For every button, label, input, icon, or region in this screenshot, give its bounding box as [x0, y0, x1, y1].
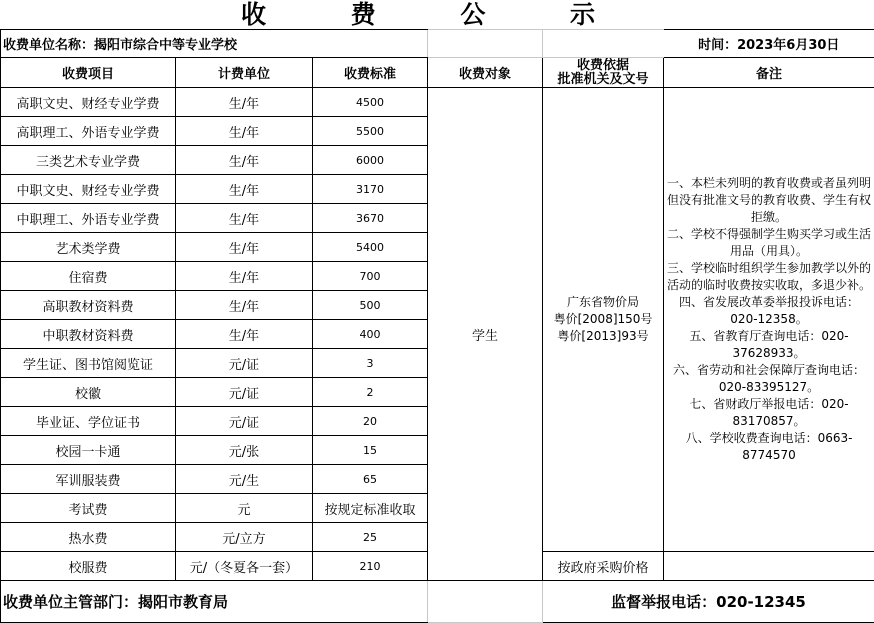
- fee-standard: 65: [313, 465, 428, 494]
- fee-unit: 生/年: [176, 175, 313, 204]
- note-line: 一、本栏未列明的教育收费或者虽列明但没有批准文号的教育收费、学生有权拒缴。: [666, 175, 872, 226]
- fee-target: 学生: [428, 88, 543, 581]
- fee-standard: 4500: [313, 88, 428, 117]
- fee-item: 热水费: [1, 523, 176, 552]
- info-blank-cell: [428, 30, 543, 58]
- note-line: 二、学校不得强制学生购买学习或生活用品（用具）。: [666, 226, 872, 260]
- header-unit: 计费单位: [176, 58, 313, 88]
- fee-standard: 500: [313, 291, 428, 320]
- fee-unit: 元: [176, 494, 313, 523]
- header-basis-line1: 收费依据: [543, 59, 663, 73]
- fee-standard: 20: [313, 407, 428, 436]
- fee-unit: 生/年: [176, 88, 313, 117]
- fee-item: 军训服装费: [1, 465, 176, 494]
- fee-item: 三类艺术专业学费: [1, 146, 176, 175]
- fee-standard: 5400: [313, 233, 428, 262]
- fee-unit: 元/张: [176, 436, 313, 465]
- fee-unit: 元/证: [176, 378, 313, 407]
- fee-item: 住宿费: [1, 262, 176, 291]
- fee-unit: 生/年: [176, 204, 313, 233]
- fee-unit: 生/年: [176, 262, 313, 291]
- info-blank-cell: [543, 30, 664, 58]
- uniform-basis: 按政府采购价格: [543, 552, 664, 581]
- fee-item: 中职文史、财经专业学费: [1, 175, 176, 204]
- unit-name: 收费单位名称：揭阳市综合中等专业学校: [1, 30, 428, 58]
- fee-unit: 元/生: [176, 465, 313, 494]
- fee-row: [1, 88, 874, 117]
- remark-blank-cell: [664, 552, 874, 581]
- note-line: 六、省劳动和社会保障厅查询电话：020-83395127。: [666, 362, 872, 396]
- fee-unit: 生/年: [176, 117, 313, 146]
- note-line: 八、学校收费查询电话：0663-8774570: [666, 430, 872, 464]
- fee-item: 高职理工、外语专业学费: [1, 117, 176, 146]
- fee-item: 校服费: [1, 552, 176, 581]
- fee-item: 学生证、图书馆阅览证: [1, 349, 176, 378]
- fee-item: 高职教材资料费: [1, 291, 176, 320]
- fee-item: 中职理工、外语专业学费: [1, 204, 176, 233]
- fee-item: 考试费: [1, 494, 176, 523]
- fee-unit: 元/证: [176, 407, 313, 436]
- fee-table: [0, 29, 874, 623]
- date-label: 时间：2023年6月30日: [664, 30, 874, 58]
- header-target: 收费对象: [428, 58, 543, 88]
- fee-unit: 生/年: [176, 320, 313, 349]
- remarks-notes: [664, 88, 874, 552]
- header-row: [1, 58, 874, 88]
- fee-item: 校徽: [1, 378, 176, 407]
- fee-standard: 5500: [313, 117, 428, 146]
- fee-standard: 15: [313, 436, 428, 465]
- fee-unit: 生/年: [176, 291, 313, 320]
- note-line: 四、省发展改革委举报投诉电话：020-12358。: [666, 294, 872, 328]
- info-row: [1, 30, 874, 58]
- fee-unit: 元/立方: [176, 523, 313, 552]
- fee-standard: 3170: [313, 175, 428, 204]
- fee-unit: 元/（冬夏各一套）: [176, 552, 313, 581]
- header-remark: 备注: [664, 58, 874, 88]
- fee-unit: 生/年: [176, 146, 313, 175]
- fee-basis: [543, 88, 664, 552]
- fee-item: 艺术类学费: [1, 233, 176, 262]
- fee-standard: 210: [313, 552, 428, 581]
- fee-unit: 元/证: [176, 349, 313, 378]
- fee-standard: 3670: [313, 204, 428, 233]
- footer-department: 收费单位主管部门：揭阳市教育局: [1, 581, 428, 623]
- footer-blank-cell: [428, 581, 543, 623]
- fee-unit: 生/年: [176, 233, 313, 262]
- basis-line: 粤价[2013]93号: [543, 328, 663, 345]
- fee-item: 中职教材资料费: [1, 320, 176, 349]
- basis-line: 广东省物价局: [543, 294, 663, 311]
- header-standard: 收费标准: [313, 58, 428, 88]
- footer-row: [1, 581, 874, 623]
- fee-standard: 6000: [313, 146, 428, 175]
- header-basis-line2: 批准机关及文号: [543, 73, 663, 87]
- header-basis: [543, 58, 664, 88]
- note-line: 三、学校临时组织学生参加教学以外的活动的临时收费按实收取，多退少补。: [666, 260, 872, 294]
- fee-standard: 按规定标准收取: [313, 494, 428, 523]
- fee-standard: 2: [313, 378, 428, 407]
- header-item: 收费项目: [1, 58, 176, 88]
- note-line: 五、省教育厅查询电话：020-37628933。: [666, 328, 872, 362]
- fee-standard: 400: [313, 320, 428, 349]
- fee-item: 校园一卡通: [1, 436, 176, 465]
- basis-line: 粤价[2008]150号: [543, 311, 663, 328]
- fee-item: 高职文史、财经专业学费: [1, 88, 176, 117]
- fee-item: 毕业证、学位证书: [1, 407, 176, 436]
- fee-standard: 3: [313, 349, 428, 378]
- fee-standard: 25: [313, 523, 428, 552]
- fee-standard: 700: [313, 262, 428, 291]
- page-title: 收 费 公 示: [0, 0, 874, 29]
- footer-hotline: 监督举报电话：020-12345: [543, 581, 874, 623]
- note-line: 七、省财政厅举报电话：020-83170857。: [666, 396, 872, 430]
